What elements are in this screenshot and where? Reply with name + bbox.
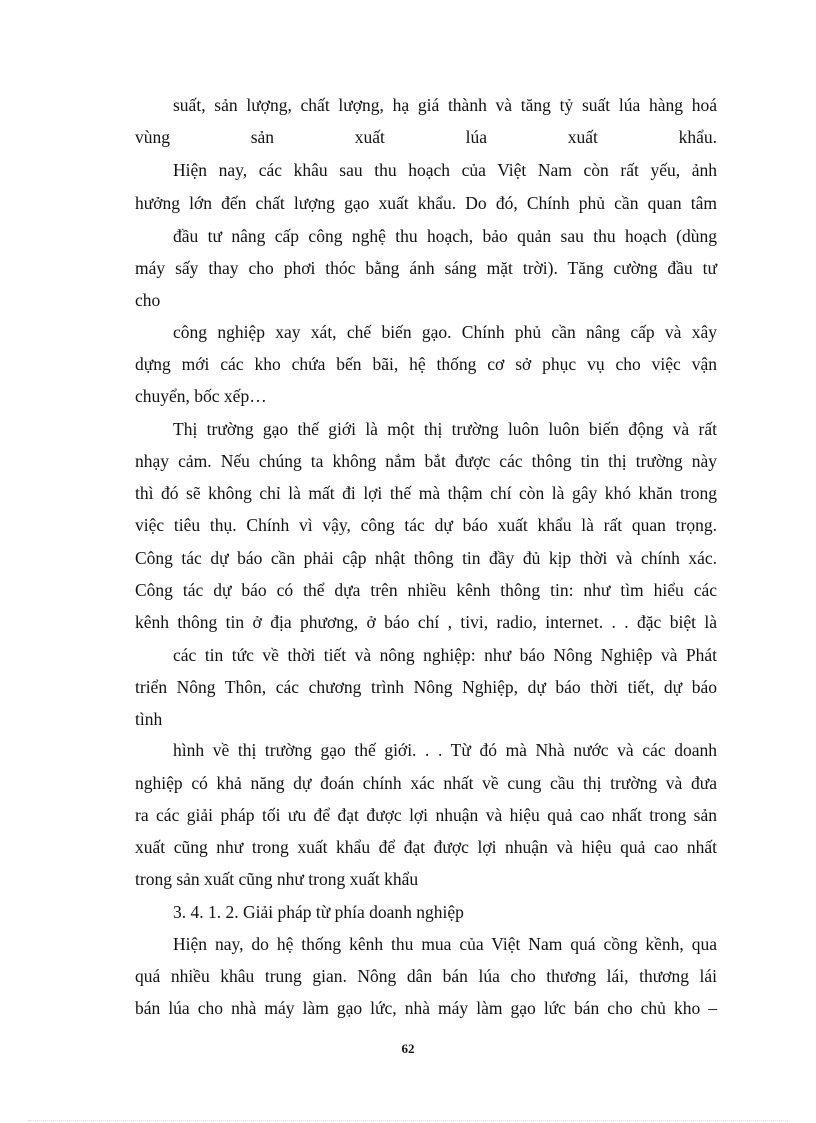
text-line: Công tác dự báo cần phải cập nhật thông tin đầy đủ kịp thời và chính xác.	[135, 548, 717, 568]
text-line: các tin tức về thời tiết và nông nghiệp: như báo Nông Nghiệp và Phát	[173, 645, 717, 665]
text-line: quá nhiều khâu trung gian. Nông dân bán lúa cho thương lái, thương lái	[135, 966, 717, 986]
text-line: ra các giải pháp tối ưu để đạt được lợi nhuận và hiệu quả cao nhất trong sản	[135, 805, 717, 825]
text-line: dựng mới các kho chứa bến bãi, hệ thống cơ sở phục vụ cho việc vận	[135, 354, 717, 374]
text-line: chuyển, bốc xếp…	[135, 386, 267, 406]
text-line: suất, sản lượng, chất lượng, hạ giá thành và tăng tỷ suất lúa hàng hoá	[173, 95, 717, 115]
text-line: Công tác dự báo có thể dựa trên nhiều kênh thông tin: như tìm hiểu các	[135, 580, 717, 600]
text-line: thì đó sẽ không chỉ là mất đi lợi thế mà thậm chí còn là gây khó khăn trong	[135, 483, 717, 503]
text-line: máy sấy thay cho phơi thóc bằng ánh sáng mặt trời). Tăng cường đầu tư	[135, 258, 717, 278]
text-line: vùng sản xuất lúa xuất khẩu.	[135, 127, 717, 147]
text-line: nghiệp có khả năng dự đoán chính xác nhất về cung cầu thị trường và đưa	[135, 773, 717, 793]
text-line: nhạy cảm. Nếu chúng ta không nắm bắt được các thông tin thị trường này	[135, 451, 717, 471]
text-line: triển Nông Thôn, các chương trình Nông Nghiệp, dự báo thời tiết, dự báo	[135, 677, 717, 697]
text-line: trong sản xuất cũng như trong xuất khẩu	[135, 869, 419, 889]
text-line: công nghiệp xay xát, chế biến gạo. Chính phủ cần nâng cấp và xây	[173, 322, 717, 342]
section-heading: 3. 4. 1. 2. Giải pháp từ phía doanh nghiệp	[173, 902, 464, 922]
text-line: bán lúa cho nhà máy làm gạo lức, nhà máy làm gạo lức bán cho chủ kho –	[135, 998, 717, 1018]
text-line: kênh thông tin ở địa phương, ở báo chí , tivi, radio, internet. . . đặc biệt là	[135, 612, 717, 632]
text-line: Thị trường gạo thế giới là một thị trường luôn luôn biến động và rất	[173, 419, 717, 439]
text-line: đầu tư nâng cấp công nghệ thu hoạch, bảo quản sau thu hoạch (dùng	[173, 226, 717, 246]
text-line: xuất cũng như trong xuất khẩu để đạt được lợi nhuận và hiệu quả cao nhất	[135, 837, 717, 857]
text-line: hình về thị trường gạo thế giới. . . Từ đó mà Nhà nước và các doanh	[173, 740, 717, 760]
page-number: 62	[401, 1041, 415, 1056]
text-line: hưởng lớn đến chất lượng gạo xuất khẩu. Do đó, Chính phủ cần quan tâm	[135, 193, 717, 213]
text-line: cho	[135, 290, 161, 310]
text-line: tình	[135, 709, 163, 729]
text-line: Hiện nay, do hệ thống kênh thu mua của Việt Nam quá cồng kềnh, qua	[173, 934, 717, 954]
page-bottom-divider	[28, 1120, 788, 1121]
text-line: việc tiêu thụ. Chính vì vậy, công tác dự báo xuất khẩu là rất quan trọng.	[135, 515, 717, 535]
text-line: Hiện nay, các khâu sau thu hoạch của Việt Nam còn rất yếu, ảnh	[173, 160, 717, 180]
